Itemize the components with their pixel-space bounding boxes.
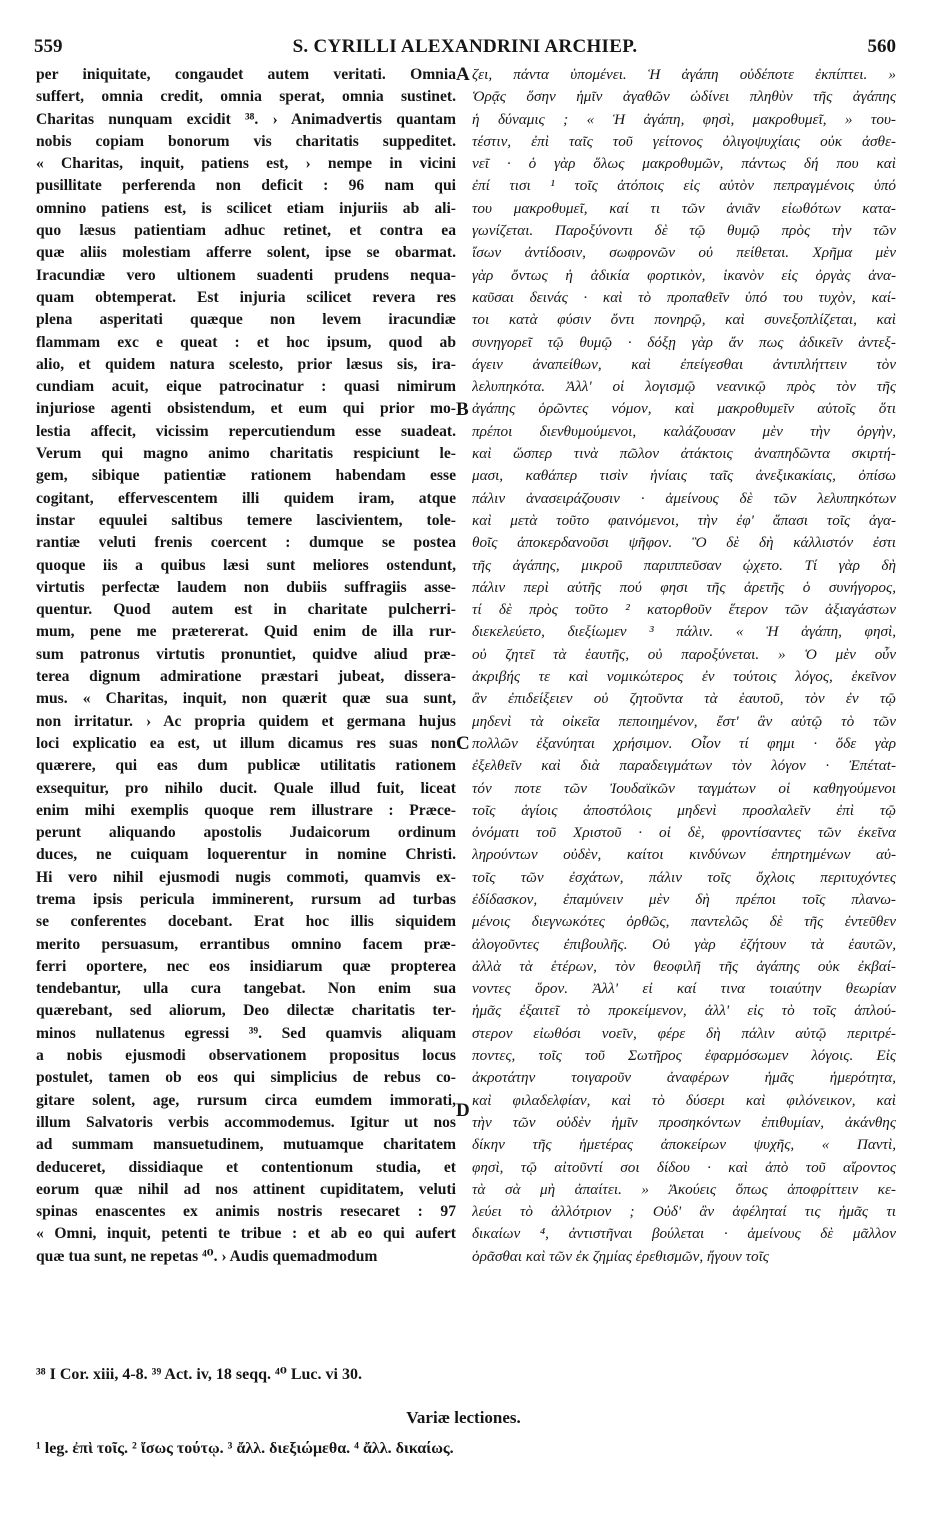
text-line: λελυπηκότα. Ἀλλ' οἱ λογισμῷ νεανικῷ πρὸς τὸν τῆς (472, 378, 896, 396)
text-line: καὶ ὥσπερ τινὰ πῶλον ἀτάκτοις ἀναπηδῶντα σκιρτή- (472, 445, 896, 463)
text-line: flammam exc e queat : et hoc ipsum, quod ab (36, 333, 456, 351)
text-line: terea dignum admiratione præstari jubeat, disserа- (36, 668, 456, 686)
text-line: mus. « Charitas, inquit, non quærit quæ sua sunt, (36, 690, 456, 708)
text-line: άγειν ἀναπείθων, καὶ ἐπείγεσθαι ἀντιπλήττειν τὸν (472, 355, 896, 373)
text-line: μηδενὶ τὰ οἰκεῖα πεποιημένον, ἔστ' ἂν αὐτῷ τὸ τῶν (472, 712, 896, 730)
text-line: loci explicatio ea est, ut illum dicamus res suas non (36, 734, 456, 752)
text-line: δίκην τῆς ἡμετέρας ἀποκείρων ψυχῆς, « Παντὶ, (472, 1136, 896, 1154)
text-line: tendebantur, ulla cura tangebat. Non enim sua (36, 980, 456, 998)
text-line: quæ aliis molestiam afferre solent, ipse se obarmat. (36, 244, 456, 262)
text-line: δικαίων ⁴, ἀντιστῆναι βούλεται · ἀμείνους δὲ μᾶλλον (472, 1225, 896, 1243)
text-line: injuriose agenti obsistendum, et eum qui prior mo- (36, 400, 456, 418)
text-line: στερον εἰωθόσι νοεῖν, φέρε δὴ πάλιν αὐτῷ περιτρέ- (472, 1024, 896, 1042)
text-line: ποντες, τοῖς τοῦ Σωτῆρος ἐφαρμόσωμεν λόγοις. Εἰς (472, 1047, 896, 1065)
text-line: ἀλλὰ τὰ ἑτέρων, τὸν θεοφιλῆ τῆς ἀγάπης οὐκ ἐκβαί- (472, 957, 896, 975)
text-line: ὀνόματι τοῦ Χριστοῦ · οἱ δὲ, φροντίσαντες τῶν ἐκεῖνα (472, 824, 896, 842)
text-line: λεύει τὸ ἀλλότριον ; Οὐδ' ἂν ἀφέληταί τις ἡμᾶς τι (472, 1203, 896, 1221)
text-line: τῆς ἀγάπης, μικροῦ παριππεῦσαν ᾠχετο. Τί γὰρ δὴ (472, 556, 896, 574)
text-line: gem, sibique patientiæ rationem habendam esse (36, 467, 456, 485)
text-line: του μακροθυμεῖ, καί τι τῶν ἀνιᾶν εἰωθότων κατα- (472, 199, 896, 217)
text-line: καῦσαι δεινάς · καὶ τὸ προπαθεῖν ὑπό του τυχὸν, καί- (472, 288, 896, 306)
text-line: per iniquitate, congaudet autem veritati. Omnia (36, 66, 456, 83)
text-line: « Omni, inquit, petenti te tribue : et ab eo qui aufert (36, 1225, 456, 1243)
text-line: illum Salvatoris verbis accommodemus. Igitur ut nos (36, 1113, 456, 1131)
text-line: ἐξελθεῖν καὶ διὰ παραδειγμάτων τὸν λόγον · Ἐπέταt- (472, 757, 896, 775)
margin-marker-d: D (456, 1100, 470, 1121)
text-line: γὰρ ὄντως ἡ ἀδικία φορτικὸν, ἱκανὸν εἰς ὀργὰς ἀνα- (472, 266, 896, 284)
text-line: ἐπί τισι ¹ τοῖς ἀτόποις εἰς αὐτὸν πεπραγμένοις ὑπό (472, 177, 896, 195)
text-line: πάλιν ἀνασειράζουσιν · ἀμείνους δὲ τῶν λελυπηκότων (472, 489, 896, 507)
text-line: se conferentes docebant. Erat hoc illis siquidem (36, 913, 456, 931)
text-line: cundiam acuit, eique patrocinatur : quasi nimirum (36, 378, 456, 396)
text-line: ferri oportere, nec eos insidiarum quæ propterea (36, 957, 456, 975)
page-number-left: 559 (34, 36, 63, 57)
text-line: suffert, omnia credit, omnia sperat, omnia sustinet. (36, 88, 456, 106)
text-line: μένοις διεγνωκότες ὀρθῶς, παντελῶς δὲ τῆς ἐντεῦθεν (472, 913, 896, 931)
text-line: διεκελεύετο, διεξίωμεν ³ πάλιν. « Ἡ ἀγάπη, φησὶ, (472, 623, 896, 641)
text-line: rantiæ veluti frenis coercent : dumque se postea (36, 534, 456, 552)
text-line: συνηγορεῖ τῷ θυμῷ · δόξῃ γὰρ ἄν πως ἀδικεῖν ἀντεξ- (472, 333, 896, 351)
text-line: ὁρᾶσθαι καὶ τῶν ἐκ ζημίας ἐρεθισμῶν, ἤγουν τοῖς (472, 1247, 769, 1265)
text-line: Hi vero nihil ejusmodi nugis commoti, quamvis ex- (36, 868, 456, 886)
text-line: quam obtemperat. Est injuria scilicet revera res (36, 288, 456, 306)
text-line: gitare solent, age, rursum circa eumdem immorati, (36, 1091, 456, 1109)
text-line: καὶ μετὰ τοῦτο φαινόμενοι, τὴν ἐφ' ἅπασι τοῖς ἀγα- (472, 511, 896, 529)
page-header (34, 36, 896, 66)
text-line: τὰ σὰ μὴ ἀπαίτει. » Ἀκούεις ὅπως ἀποφρίττειν κε- (472, 1180, 896, 1198)
text-line: plena asperitati quæque non levem iracundiæ (36, 311, 456, 329)
text-line: ἴσων ἀντίδοσιν, σωφρονῶν οὐ πείθεται. Χρῆμα μὲν (472, 244, 896, 262)
text-line: τὴν τῶν οὐδὲν ἡμῖν προσηκόντων ἐπιθυμίαν, ἀκάνθης (472, 1113, 896, 1131)
margin-marker-b: B (456, 399, 469, 420)
text-line: virtutis perfectæ laudem non dubiis suffragiis asse- (36, 578, 456, 596)
text-line: ἀγάπης ὁρῶντες νόμον, καὶ μακροθυμεῖν αὐτοῖς ὅτι (472, 400, 896, 418)
text-line: ζει, πάντα ὑπομένει. Ἡ ἀγάπη οὐδέποτε ἐκπίπτει. » (472, 66, 896, 83)
text-line: merito persuasum, errantibus omnino facem præ- (36, 935, 456, 953)
text-line: θοῖς ἀποκερδανοῦσι ψῆφον. Ὃ δὲ δὴ κάλλιστόν ἐστι (472, 534, 896, 552)
text-line: τοι κατὰ φύσιν ὄντι πονηρῷ, καὶ συνεξοπλίζεται, καὶ (472, 311, 896, 329)
text-line: lestia affecit, vicissim repercutiendum esse suadeat. (36, 422, 456, 440)
text-line: γωνίζεται. Παροξύνοντι δὲ τῷ θυμῷ πρὸς τὴν τῶν (472, 222, 896, 240)
text-line: a nobis ejusmodi observationem propositus locus (36, 1047, 456, 1065)
text-line: mum, pene me prætererat. Quid enim de illa rur- (36, 623, 456, 641)
text-line: enim mihi exemplis quoque rem illustrare : Præce- (36, 801, 456, 819)
text-line: ἂν ἐπιδείξειεν οὐ ζητοῦντα τὰ ἑαυτοῦ, τὸν ἐν τῷ (472, 690, 896, 708)
text-line: quoque iis a quibus læsi sunt meliores ostendunt, (36, 556, 456, 574)
text-line: quentur. Quod autem est in charitate pulcherri- (36, 601, 456, 619)
text-line: nobis copiam bonorum vis charitatis suppeditet. (36, 132, 456, 150)
text-line: cogitant, effervescentem illi quidem iram, atque (36, 489, 456, 507)
text-line: duces, ne cuiquam loquerentur in nomine Christi. (36, 846, 456, 864)
text-line: Verum qui magno animo charitatis respiciunt le- (36, 445, 456, 463)
text-line: πρέποι διενθυμούμενοι, καλάζουσαν μὲν τὴν ὀργὴν, (472, 422, 896, 440)
page-number-right: 560 (867, 36, 896, 57)
text-line: deduceret, dissidiaque et contentionum studia, et (36, 1158, 456, 1176)
text-line: instar equulei saltibus temere lascivientem, tole- (36, 511, 456, 529)
text-line: μασι, καθάπερ τισὶν ἡνίαις ταῖς ἀνεξικακίαις, ὀπίσω (472, 467, 896, 485)
text-line: πολλῶν ἐξανύηται χρήσιμον. Οἷον τί φημι · ὅδε γὰρ (472, 734, 896, 752)
text-line: exsequitur, pro nihilo ducit. Quale illud fuit, liceat (36, 779, 456, 797)
text-line: ληρούντων οὐδὲν, καίτοι κινδύνων ἐπηρτημένων αὐ- (472, 846, 896, 864)
text-line: quæ tua sunt, ne repetas ⁴⁰. › Audis quemadmodum (36, 1247, 378, 1265)
text-line: ἀκριβής τε καὶ νομικώτερος ἐν τούτοις λόγος, ἐκεῖνον (472, 668, 896, 686)
text-line: minos nullatenus egressi ³⁹. Sed quamvis aliquam (36, 1024, 456, 1042)
text-line: ἐδίδασκον, ἐπαμύνειν μὲν δὴ πρέποι τοῖς πλανω- (472, 890, 896, 908)
text-line: ἀκροτάτην τοιγαροῦν ἀναφέρων ἡμᾶς ἡμερότητα, (472, 1069, 896, 1087)
text-line: τί δὲ πρὸς τοῦτο ² κατορθοῦν ἕτερον τῶν ἀξιαγάστων (472, 601, 896, 619)
text-line: perunt aliquando apostolis Judaicorum ordinum (36, 824, 456, 842)
text-line: τέστιν, ἐπὶ ταῖς τοῦ γείτονος ὀλιγοψυχίαις οὐκ ἀσθε- (472, 132, 896, 150)
text-line: pusillitate perferenda non deficit : 96 nam qui (36, 177, 456, 195)
text-line: ἡμᾶς ἐξαιτεῖ τὸ προκείμενον, ἀλλ' εἰς τὸ τοῖς ἁπλού- (472, 1002, 896, 1020)
text-line: Ὁρᾷς ὅσην ἡμῖν ἀγαθῶν ὠδίνει πληθὺν τῆς ἀγάπης (472, 88, 896, 106)
text-line: τοῖς τῶν ἐσχάτων, πάλιν τοῖς ὄχλοις περιτυχόντες (472, 868, 896, 886)
text-line: « Charitas, inquit, patiens est, › nempe in vicini (36, 155, 456, 173)
text-line: ἡ δύναμις ; « Ἡ ἀγάπη, φησὶ, μακροθυμεῖ, » του- (472, 110, 896, 128)
text-line: quo læsus patientiam adhuc retinet, et contra ea (36, 222, 456, 240)
text-line: τόν ποτε τῶν Ἰουδαϊκῶν ταγμάτων οἱ καθηγούμενοι (472, 779, 896, 797)
text-line: Charitas nunquam excidit ³⁸. › Animadvertis quantam (36, 110, 456, 128)
text-line: omnino patiens est, is scilicet etiam injuriis ab ali- (36, 199, 456, 217)
text-line: Iracundiæ vero ultionem suadenti prudens nequa- (36, 266, 456, 284)
text-line: alio, et quidem natura scelesto, prior læsus sis, ira- (36, 355, 456, 373)
footnotes: ³⁸ I Cor. xiii, 4-8. ³⁹ Act. iv, 18 seqq. ⁴⁰ Luc. vi 30. (36, 1366, 362, 1383)
text-line: φησὶ, τῷ αἰτοῦντί σοι δίδου · καὶ ἀπὸ τοῦ αἴροντος (472, 1158, 896, 1176)
text-line: postulet, tamen ob eos qui simplicius de rebus co- (36, 1069, 456, 1087)
text-line: οὐ ζητεῖ τὰ ἑαυτῆς, οὐ παροξύνεται. » Ὁ μὲν οὖν (472, 645, 896, 663)
text-line: καὶ φιλαδελφίαν, καὶ τὸ δύσερι καὶ φιλόνεικον, καὶ (472, 1091, 896, 1109)
variae-lectiones-title: Variæ lectiones. (406, 1408, 521, 1427)
text-line: ad summam mansuetudinem, mutuamque charitatem (36, 1136, 456, 1154)
margin-marker-a: A (456, 64, 470, 85)
running-title: S. CYRILLI ALEXANDRINI ARCHIEP. (292, 36, 638, 57)
text-line: νοντες ὅρον. Ἀλλ' εἰ καί τινα τοιαύτην θεωρίαν (472, 980, 896, 998)
margin-marker-c: C (456, 733, 470, 754)
variae-lectiones: ¹ leg. ἐπὶ τοῖς. ² ἴσως τούτῳ. ³ ἄλλ. διεξιώμεθα. ⁴ ἄλλ. δικαίως. (36, 1440, 454, 1457)
text-line: ἀλογοῦντες ἐπιβουλῆς. Οὐ γὰρ ἐζήτουν τὰ ἑαυτῶν, (472, 935, 896, 953)
text-line: sum patronus virtutis pronuntiet, quidve aliud præ- (36, 645, 456, 663)
text-line: νεῖ · ὁ γὰρ ὅλως μακροθυμῶν, πάντως δή που καὶ (472, 155, 896, 173)
text-line: quærebant, sed aliorum, Deo dilectæ charitatis ter- (36, 1002, 456, 1020)
text-line: non irritatur. › Ac propria quidem et germana hujus (36, 712, 456, 730)
text-line: πάλιν περὶ αὐτῆς πού φησι τῆς ἀρετῆς ὁ συνήγορος, (472, 578, 896, 596)
text-line: spinas enascentes ex animis nostris resecaret : 97 (36, 1203, 456, 1221)
text-line: eorum quæ nihil ad nos attinent cupiditatem, veluti (36, 1180, 456, 1198)
text-line: quærere, qui eas dum publicæ utilitatis rationem (36, 757, 456, 775)
greek-column (472, 64, 896, 1268)
text-line: trema ipsis pericula imminerent, rursum ad turbas (36, 890, 456, 908)
text-line: τοῖς ἁγίοις ἀποστόλοις μηδενὶ προσλαλεῖν ἐπὶ τῷ (472, 801, 896, 819)
latin-column (36, 64, 456, 1268)
